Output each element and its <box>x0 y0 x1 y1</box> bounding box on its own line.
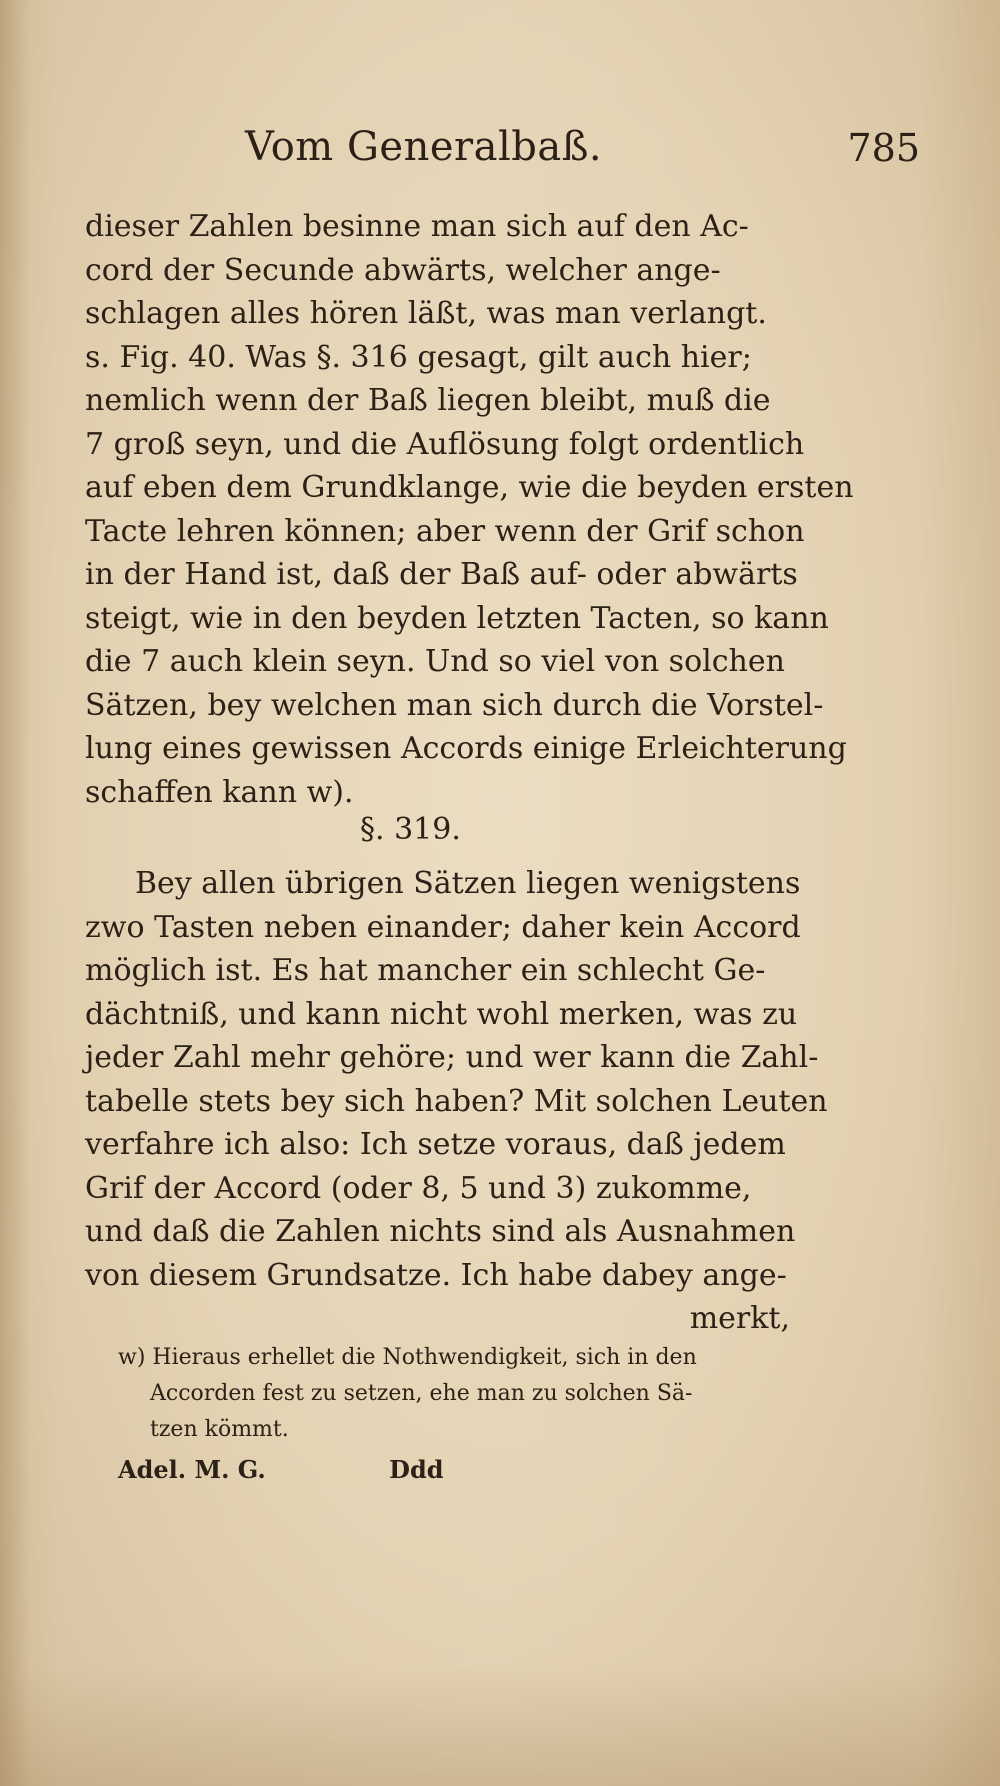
page-header <box>90 122 920 182</box>
text-line: Bey allen übrigen Sätzen liegen wenigstens <box>135 866 801 901</box>
text-line: tabelle stets bey sich haben? Mit solchen Leuten <box>85 1083 828 1119</box>
text-line: schaffen kann w). <box>85 774 354 810</box>
signature-right: Ddd <box>389 1455 444 1484</box>
text-line: dieser Zahlen besinne man sich auf den Ac- <box>85 209 749 244</box>
paragraph-2 <box>85 862 828 1341</box>
text-line: steigt, wie in den beyden letzten Tacten, so kann <box>85 600 829 636</box>
text-line: cord der Secunde abwärts, welcher ange- <box>85 252 721 288</box>
text-line: Sätzen, bey welchen man sich durch die Vorstel- <box>85 687 824 723</box>
text-line: möglich ist. Es hat mancher ein schlecht Ge- <box>85 953 766 988</box>
text-line: lung eines gewissen Accords einige Erleichterung <box>85 731 847 766</box>
footnote-line: tzen kömmt. <box>150 1417 289 1442</box>
text-line: jeder Zahl mehr gehöre; und wer kann die Zahl- <box>85 1040 819 1075</box>
section-heading: §. 319. <box>360 812 461 847</box>
text-line: Tacte lehren können; aber wenn der Grif schon <box>85 513 805 549</box>
footnote-line: Accorden fest zu setzen, ehe man zu solchen Sä- <box>150 1381 693 1406</box>
footnote <box>118 1340 778 1448</box>
text-line: in der Hand ist, daß der Baß auf- oder abwärts <box>85 557 798 592</box>
text-line: schlagen alles hören läßt, was man verlangt. <box>85 296 767 331</box>
text-line: verfahre ich also: Ich setze voraus, daß jedem <box>85 1127 786 1162</box>
text-line: dächtniß, und kann nicht wohl merken, was zu <box>85 996 798 1032</box>
text-line: zwo Tasten neben einander; daher kein Accord <box>85 909 801 945</box>
text-line: und daß die Zahlen nichts sind als Ausnahmen <box>85 1214 796 1249</box>
text-line: von diesem Grundsatze. Ich habe dabey ange- <box>85 1257 787 1293</box>
text-line: die 7 auch klein seyn. Und so viel von solchen <box>85 644 785 679</box>
text-line: s. Fig. 40. Was §. 316 gesagt, gilt auch hier; <box>85 339 752 375</box>
page-number: 785 <box>847 126 920 170</box>
paragraph-1 <box>85 205 854 814</box>
catchword: merkt, <box>689 1301 790 1336</box>
paper-stain <box>0 1666 1000 1786</box>
signature-left: Adel. M. G. <box>118 1455 266 1484</box>
page-edge-shadow <box>0 0 30 1786</box>
text-line: nemlich wenn der Baß liegen bleibt, muß die <box>85 383 771 418</box>
text-line: 7 groß seyn, und die Auflösung folgt ordentlich <box>85 426 805 462</box>
footnote-line: w) Hieraus erhellet die Nothwendigkeit, sich in den <box>118 1345 697 1370</box>
text-line: Grif der Accord (oder 8, 5 und 3) zukomme, <box>85 1170 752 1206</box>
running-head: Vom Generalbaß. <box>245 124 603 170</box>
text-line: auf eben dem Grundklange, wie die beyden ersten <box>85 470 854 505</box>
signature-mark <box>118 1455 718 1484</box>
